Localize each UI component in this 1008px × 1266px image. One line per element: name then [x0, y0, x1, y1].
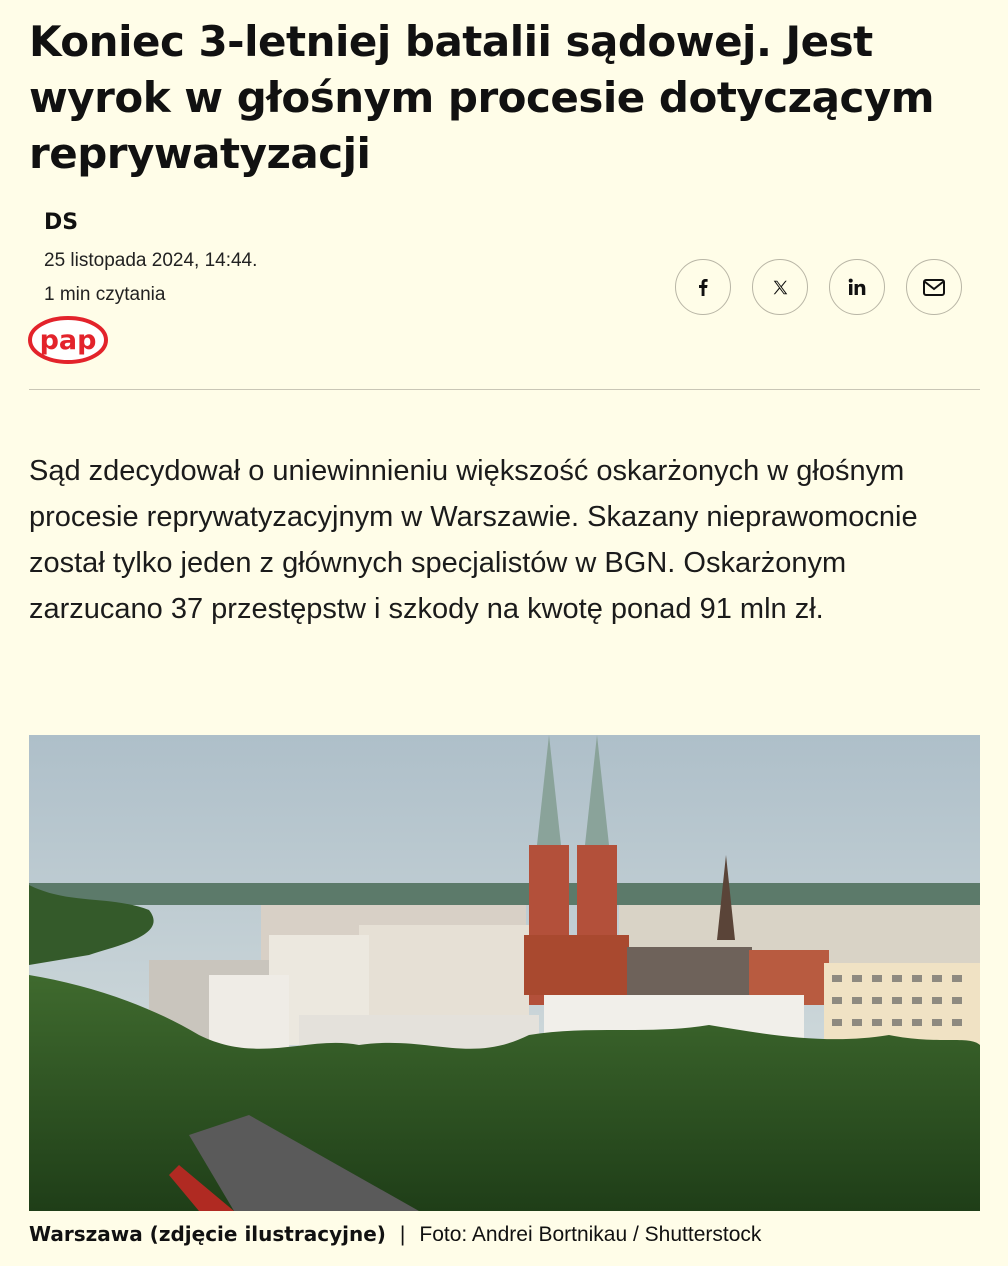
pap-logo-icon[interactable]: [28, 316, 108, 364]
author-name[interactable]: DS: [44, 210, 79, 235]
caption-separator: |: [399, 1223, 406, 1246]
article-lead: Sąd zdecydował o uniewinnieniu większość oskarżonych w głośnym procesie reprywatyzacyjnym w Warszawie. Skazany nieprawomocnie został tylko jeden z głównych specjalistów w BGN. Oskarżonym zarzucano 37 przestępstw i szkody na kwotę ponad 91 mln zł.: [29, 455, 918, 625]
share-x-button[interactable]: [752, 259, 808, 315]
header-divider: [29, 389, 980, 390]
share-facebook-button[interactable]: [675, 259, 731, 315]
share-bar: [675, 259, 962, 315]
article-photo[interactable]: [29, 735, 980, 1211]
article-title: Koniec 3-letniej batalii sądowej. Jest wyrok w głośnym procesie dotyczącym reprywatyzacji: [29, 17, 935, 178]
publish-date: 25 listopada 2024, 14:44.: [44, 250, 258, 271]
photo-caption: [29, 1222, 761, 1247]
mail-icon: [923, 279, 945, 296]
pap-logo-text: pap: [39, 325, 97, 356]
photo-credit: Foto: Andrei Bortnikau / Shutterstock: [419, 1223, 762, 1246]
share-linkedin-button[interactable]: [829, 259, 885, 315]
caption-title: Warszawa (zdjęcie ilustracyjne): [29, 1222, 386, 1246]
linkedin-icon: [848, 278, 866, 296]
facebook-icon: [696, 278, 710, 296]
share-email-button[interactable]: [906, 259, 962, 315]
x-icon: [772, 279, 789, 296]
read-time: 1 min czytania: [44, 284, 166, 305]
